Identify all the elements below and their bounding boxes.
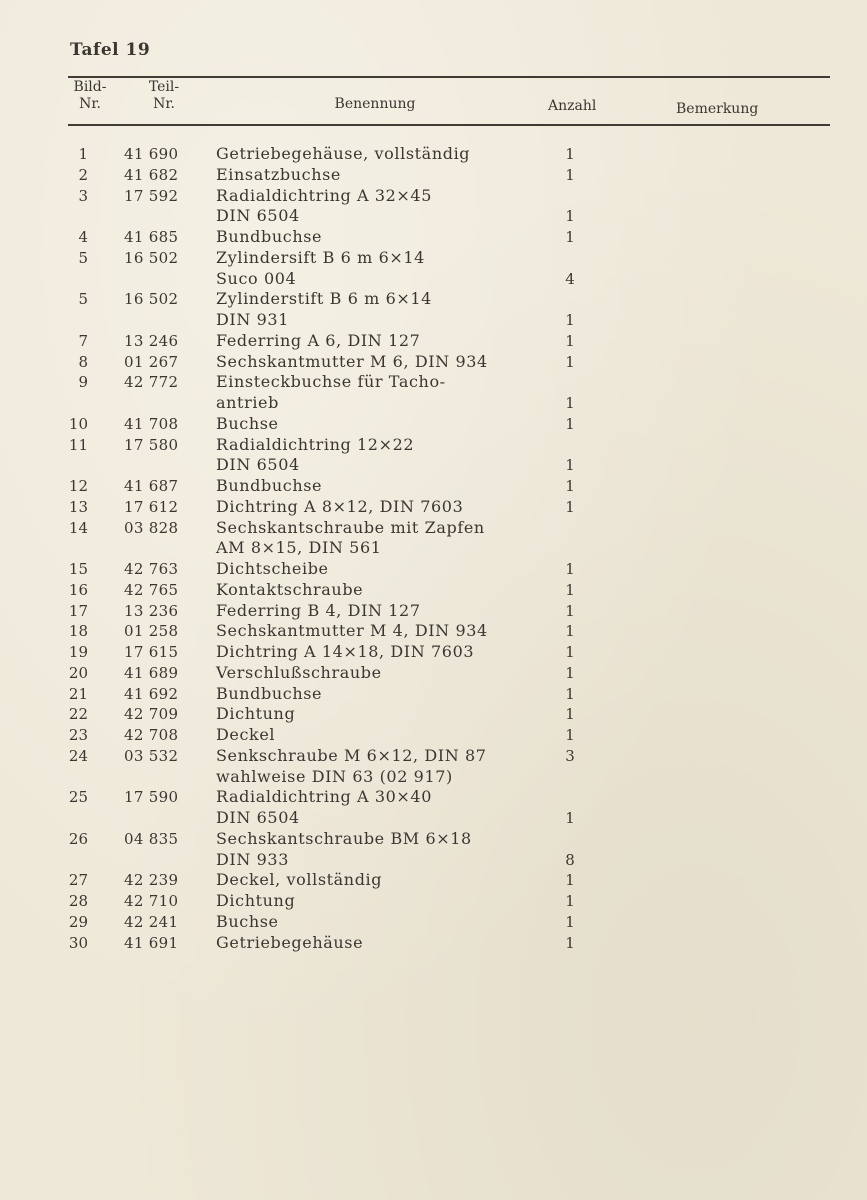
- benennung-cell: [216, 580, 546, 601]
- benennung-line: Zylindersift B 6 m 6×14: [216, 247, 425, 267]
- table-row: [0, 580, 867, 601]
- header-top-rule: [68, 76, 830, 78]
- benennung-cell: [216, 227, 546, 248]
- table-row: [0, 435, 867, 477]
- benennung-line: Bundbuchse: [216, 227, 323, 246]
- anzahl-cell: 3: [565, 746, 575, 765]
- benennung-cell: [216, 684, 546, 705]
- anzahl-cell: 1: [565, 892, 575, 910]
- benennung-cell: [216, 289, 546, 331]
- column-header-anzahl: Anzahl: [548, 98, 597, 114]
- table-row: [0, 725, 867, 746]
- benennung-line: Sechskantschraube BM 6×18: [216, 828, 472, 848]
- benennung-line: Dichtung: [216, 704, 296, 724]
- column-header-bild-nr: Bild- Nr.: [73, 79, 107, 112]
- benennung-line: Buchse: [216, 413, 279, 433]
- anzahl-cell: 1: [565, 497, 575, 516]
- benennung-cell: [216, 642, 546, 663]
- anzahl-cell: 1: [565, 643, 575, 661]
- benennung-line: DIN 6504: [216, 808, 300, 827]
- benennung-line: Radialdichtring A 32×45: [216, 185, 432, 205]
- benennung-cell: [216, 621, 546, 642]
- benennung-cell: [216, 891, 546, 912]
- anzahl-cell: 1: [565, 601, 575, 620]
- bild-nr-cell: 25: [68, 788, 88, 807]
- teil-nr-cell: 42 708: [124, 726, 179, 744]
- table-row: [0, 518, 867, 560]
- teil-nr-cell: 17 612: [124, 497, 179, 516]
- header-bottom-rule: [68, 124, 830, 126]
- bild-nr-cell: 8: [78, 352, 88, 371]
- benennung-cell: [216, 435, 546, 477]
- benennung-line: Verschlußschraube: [216, 662, 382, 682]
- teil-nr-cell: 13 246: [124, 331, 179, 350]
- teil-nr-cell: 17 615: [124, 643, 179, 661]
- table-row: [0, 642, 867, 663]
- benennung-cell: [216, 518, 546, 560]
- bild-nr-cell: 30: [68, 933, 88, 952]
- teil-nr-cell: 17 580: [124, 435, 179, 454]
- table-row: [0, 663, 867, 684]
- column-header-teil-nr: Teil- Nr.: [148, 79, 180, 112]
- table-row: [0, 933, 867, 954]
- anzahl-cell: 1: [565, 311, 575, 329]
- bild-nr-cell: 29: [68, 912, 88, 931]
- benennung-line: Dichtung: [216, 891, 296, 910]
- benennung-cell: [216, 476, 546, 497]
- anzahl-cell: 1: [565, 394, 575, 412]
- table-row: [0, 746, 867, 788]
- anzahl-cell: 1: [565, 933, 575, 952]
- benennung-cell: [216, 144, 546, 165]
- bild-nr-cell: 12: [68, 477, 88, 495]
- benennung-cell: [216, 870, 546, 891]
- benennung-line: DIN 6504: [216, 206, 300, 226]
- table-row: [0, 601, 867, 622]
- bild-nr-cell: 13: [68, 497, 88, 516]
- bild-nr-cell: 4: [78, 228, 88, 246]
- benennung-cell: [216, 787, 546, 829]
- column-header-benennung: Benennung: [334, 96, 416, 112]
- benennung-line: Kontaktschraube: [216, 579, 364, 599]
- bild-nr-cell: 10: [68, 414, 88, 433]
- teil-nr-cell: 41 690: [124, 145, 179, 163]
- benennung-cell: [216, 829, 546, 871]
- table-row: [0, 248, 867, 290]
- bild-nr-cell: 20: [68, 663, 88, 682]
- benennung-line: Buchse: [216, 911, 279, 931]
- benennung-line: DIN 931: [216, 310, 289, 329]
- anzahl-cell: 1: [565, 331, 575, 350]
- benennung-cell: [216, 601, 546, 622]
- benennung-line: Getriebegehäuse, vollständig: [216, 144, 471, 163]
- benennung-cell: [216, 248, 546, 290]
- benennung-line: Getriebegehäuse: [216, 932, 364, 952]
- anzahl-cell: 1: [565, 207, 575, 226]
- benennung-line: DIN 933: [216, 849, 289, 869]
- bild-nr-cell: 17: [68, 601, 88, 620]
- parts-table-body: [0, 144, 867, 953]
- benennung-line: Bundbuchse: [216, 683, 323, 703]
- bild-nr-cell: 18: [68, 622, 88, 641]
- anzahl-cell: 1: [565, 560, 575, 578]
- anzahl-cell: 1: [565, 726, 575, 744]
- table-row: [0, 144, 867, 165]
- benennung-line: AM 8×15, DIN 561: [216, 538, 382, 558]
- teil-nr-cell: 41 692: [124, 684, 179, 703]
- teil-nr-cell: 04 835: [124, 829, 179, 848]
- bild-nr-cell: 11: [68, 435, 88, 454]
- benennung-line: Deckel, vollständig: [216, 870, 383, 890]
- table-row: [0, 227, 867, 248]
- teil-nr-cell: 42 765: [124, 580, 179, 599]
- bild-nr-cell: 5: [78, 290, 88, 309]
- bild-nr-cell: 2: [78, 165, 88, 184]
- teil-nr-cell: 16 502: [124, 248, 179, 267]
- benennung-line: Zylinderstift B 6 m 6×14: [216, 289, 432, 309]
- table-row: [0, 559, 867, 580]
- anzahl-cell: 1: [565, 456, 575, 475]
- bild-nr-cell: 27: [68, 871, 88, 890]
- bild-nr-cell: 3: [78, 186, 88, 205]
- benennung-line: Bundbuchse: [216, 476, 323, 495]
- benennung-line: Dichtscheibe: [216, 559, 329, 578]
- bild-nr-cell: 14: [68, 518, 88, 537]
- teil-nr-cell: 42 709: [124, 705, 179, 724]
- benennung-line: antrieb: [216, 393, 279, 412]
- teil-nr-cell: 41 687: [124, 477, 179, 495]
- benennung-cell: [216, 559, 546, 580]
- benennung-line: Radialdichtring 12×22: [216, 434, 415, 454]
- benennung-line: Suco 004: [216, 268, 297, 288]
- anzahl-cell: 1: [565, 414, 575, 433]
- benennung-cell: [216, 704, 546, 725]
- benennung-line: Dichtring A 14×18, DIN 7603: [216, 642, 475, 661]
- benennung-line: Sechskantmutter M 4, DIN 934: [216, 621, 488, 641]
- benennung-line: DIN 6504: [216, 455, 300, 475]
- bild-nr-cell: 23: [68, 726, 88, 744]
- bild-nr-cell: 24: [68, 746, 88, 765]
- bild-nr-cell: 26: [68, 829, 88, 848]
- bild-nr-cell: 21: [68, 684, 88, 703]
- anzahl-cell: 1: [565, 705, 575, 724]
- table-row: [0, 289, 867, 331]
- bild-nr-cell: 19: [68, 643, 88, 661]
- page-title: Tafel 19: [70, 40, 151, 60]
- table-row: [0, 704, 867, 725]
- anzahl-cell: 1: [565, 809, 575, 827]
- teil-nr-cell: 01 258: [124, 622, 179, 641]
- benennung-line: Einsteckbuchse für Tacho-: [216, 372, 446, 392]
- teil-nr-cell: 41 708: [124, 414, 179, 433]
- table-row: [0, 787, 867, 829]
- benennung-cell: [216, 372, 546, 414]
- table-row: [0, 684, 867, 705]
- table-row: [0, 912, 867, 933]
- table-row: [0, 414, 867, 435]
- anzahl-cell: 1: [565, 912, 575, 931]
- table-row: [0, 829, 867, 871]
- benennung-cell: [216, 725, 546, 746]
- benennung-line: Dichtring A 8×12, DIN 7603: [216, 496, 464, 516]
- anzahl-cell: 1: [565, 145, 575, 163]
- benennung-line: Einsatzbuchse: [216, 164, 342, 184]
- teil-nr-cell: 41 691: [124, 933, 179, 952]
- benennung-cell: [216, 912, 546, 933]
- benennung-cell: [216, 663, 546, 684]
- anzahl-cell: 1: [565, 622, 575, 641]
- table-row: [0, 186, 867, 228]
- anzahl-cell: 1: [565, 871, 575, 890]
- anzahl-cell: 1: [565, 228, 575, 246]
- teil-nr-cell: 42 241: [124, 912, 179, 931]
- benennung-cell: [216, 497, 546, 518]
- table-row: [0, 476, 867, 497]
- teil-nr-cell: 03 532: [124, 746, 179, 765]
- anzahl-cell: 8: [565, 850, 575, 869]
- teil-nr-cell: 42 710: [124, 892, 179, 910]
- bild-nr-cell: 15: [68, 560, 88, 578]
- benennung-line: wahlweise DIN 63 (02 917): [216, 766, 453, 786]
- table-row: [0, 621, 867, 642]
- benennung-cell: [216, 933, 546, 954]
- bild-nr-cell: 1: [78, 145, 88, 163]
- bild-nr-cell: 16: [68, 580, 88, 599]
- bild-nr-cell: 28: [68, 892, 88, 910]
- teil-nr-cell: 13 236: [124, 601, 179, 620]
- benennung-line: Radialdichtring A 30×40: [216, 787, 432, 807]
- teil-nr-cell: 01 267: [124, 352, 179, 371]
- bild-nr-cell: 9: [78, 373, 88, 392]
- table-row: [0, 870, 867, 891]
- benennung-line: Federring B 4, DIN 127: [216, 600, 421, 620]
- teil-nr-cell: 41 682: [124, 165, 179, 184]
- benennung-cell: [216, 331, 546, 352]
- teil-nr-cell: 42 772: [124, 373, 179, 392]
- benennung-cell: [216, 414, 546, 435]
- benennung-cell: [216, 186, 546, 228]
- benennung-line: Federring A 6, DIN 127: [216, 330, 421, 350]
- teil-nr-cell: 16 502: [124, 290, 179, 309]
- anzahl-cell: 1: [565, 352, 575, 371]
- benennung-cell: [216, 352, 546, 373]
- anzahl-cell: 1: [565, 663, 575, 682]
- anzahl-cell: 1: [565, 477, 575, 495]
- teil-nr-cell: 41 689: [124, 663, 179, 682]
- table-row: [0, 331, 867, 352]
- benennung-line: Sechskantschraube mit Zapfen: [216, 517, 485, 537]
- anzahl-cell: 1: [565, 684, 575, 703]
- teil-nr-cell: 42 239: [124, 871, 179, 890]
- benennung-line: Senkschraube M 6×12, DIN 87: [216, 745, 487, 765]
- teil-nr-cell: 42 763: [124, 560, 179, 578]
- teil-nr-cell: 17 592: [124, 186, 179, 205]
- bild-nr-cell: 22: [68, 705, 88, 724]
- column-header-bemerkung: Bemerkung: [676, 101, 759, 117]
- anzahl-cell: 1: [565, 165, 575, 184]
- table-row: [0, 891, 867, 912]
- benennung-cell: [216, 165, 546, 186]
- bild-nr-cell: 5: [78, 248, 88, 267]
- benennung-cell: [216, 746, 546, 788]
- teil-nr-cell: 41 685: [124, 228, 179, 246]
- teil-nr-cell: 03 828: [124, 518, 179, 537]
- benennung-line: Deckel: [216, 725, 276, 744]
- table-row: [0, 497, 867, 518]
- table-row: [0, 352, 867, 373]
- table-row: [0, 372, 867, 414]
- anzahl-cell: 1: [565, 580, 575, 599]
- bild-nr-cell: 7: [78, 331, 88, 350]
- table-row: [0, 165, 867, 186]
- anzahl-cell: 4: [565, 269, 575, 288]
- benennung-line: Sechskantmutter M 6, DIN 934: [216, 351, 488, 371]
- teil-nr-cell: 17 590: [124, 788, 179, 807]
